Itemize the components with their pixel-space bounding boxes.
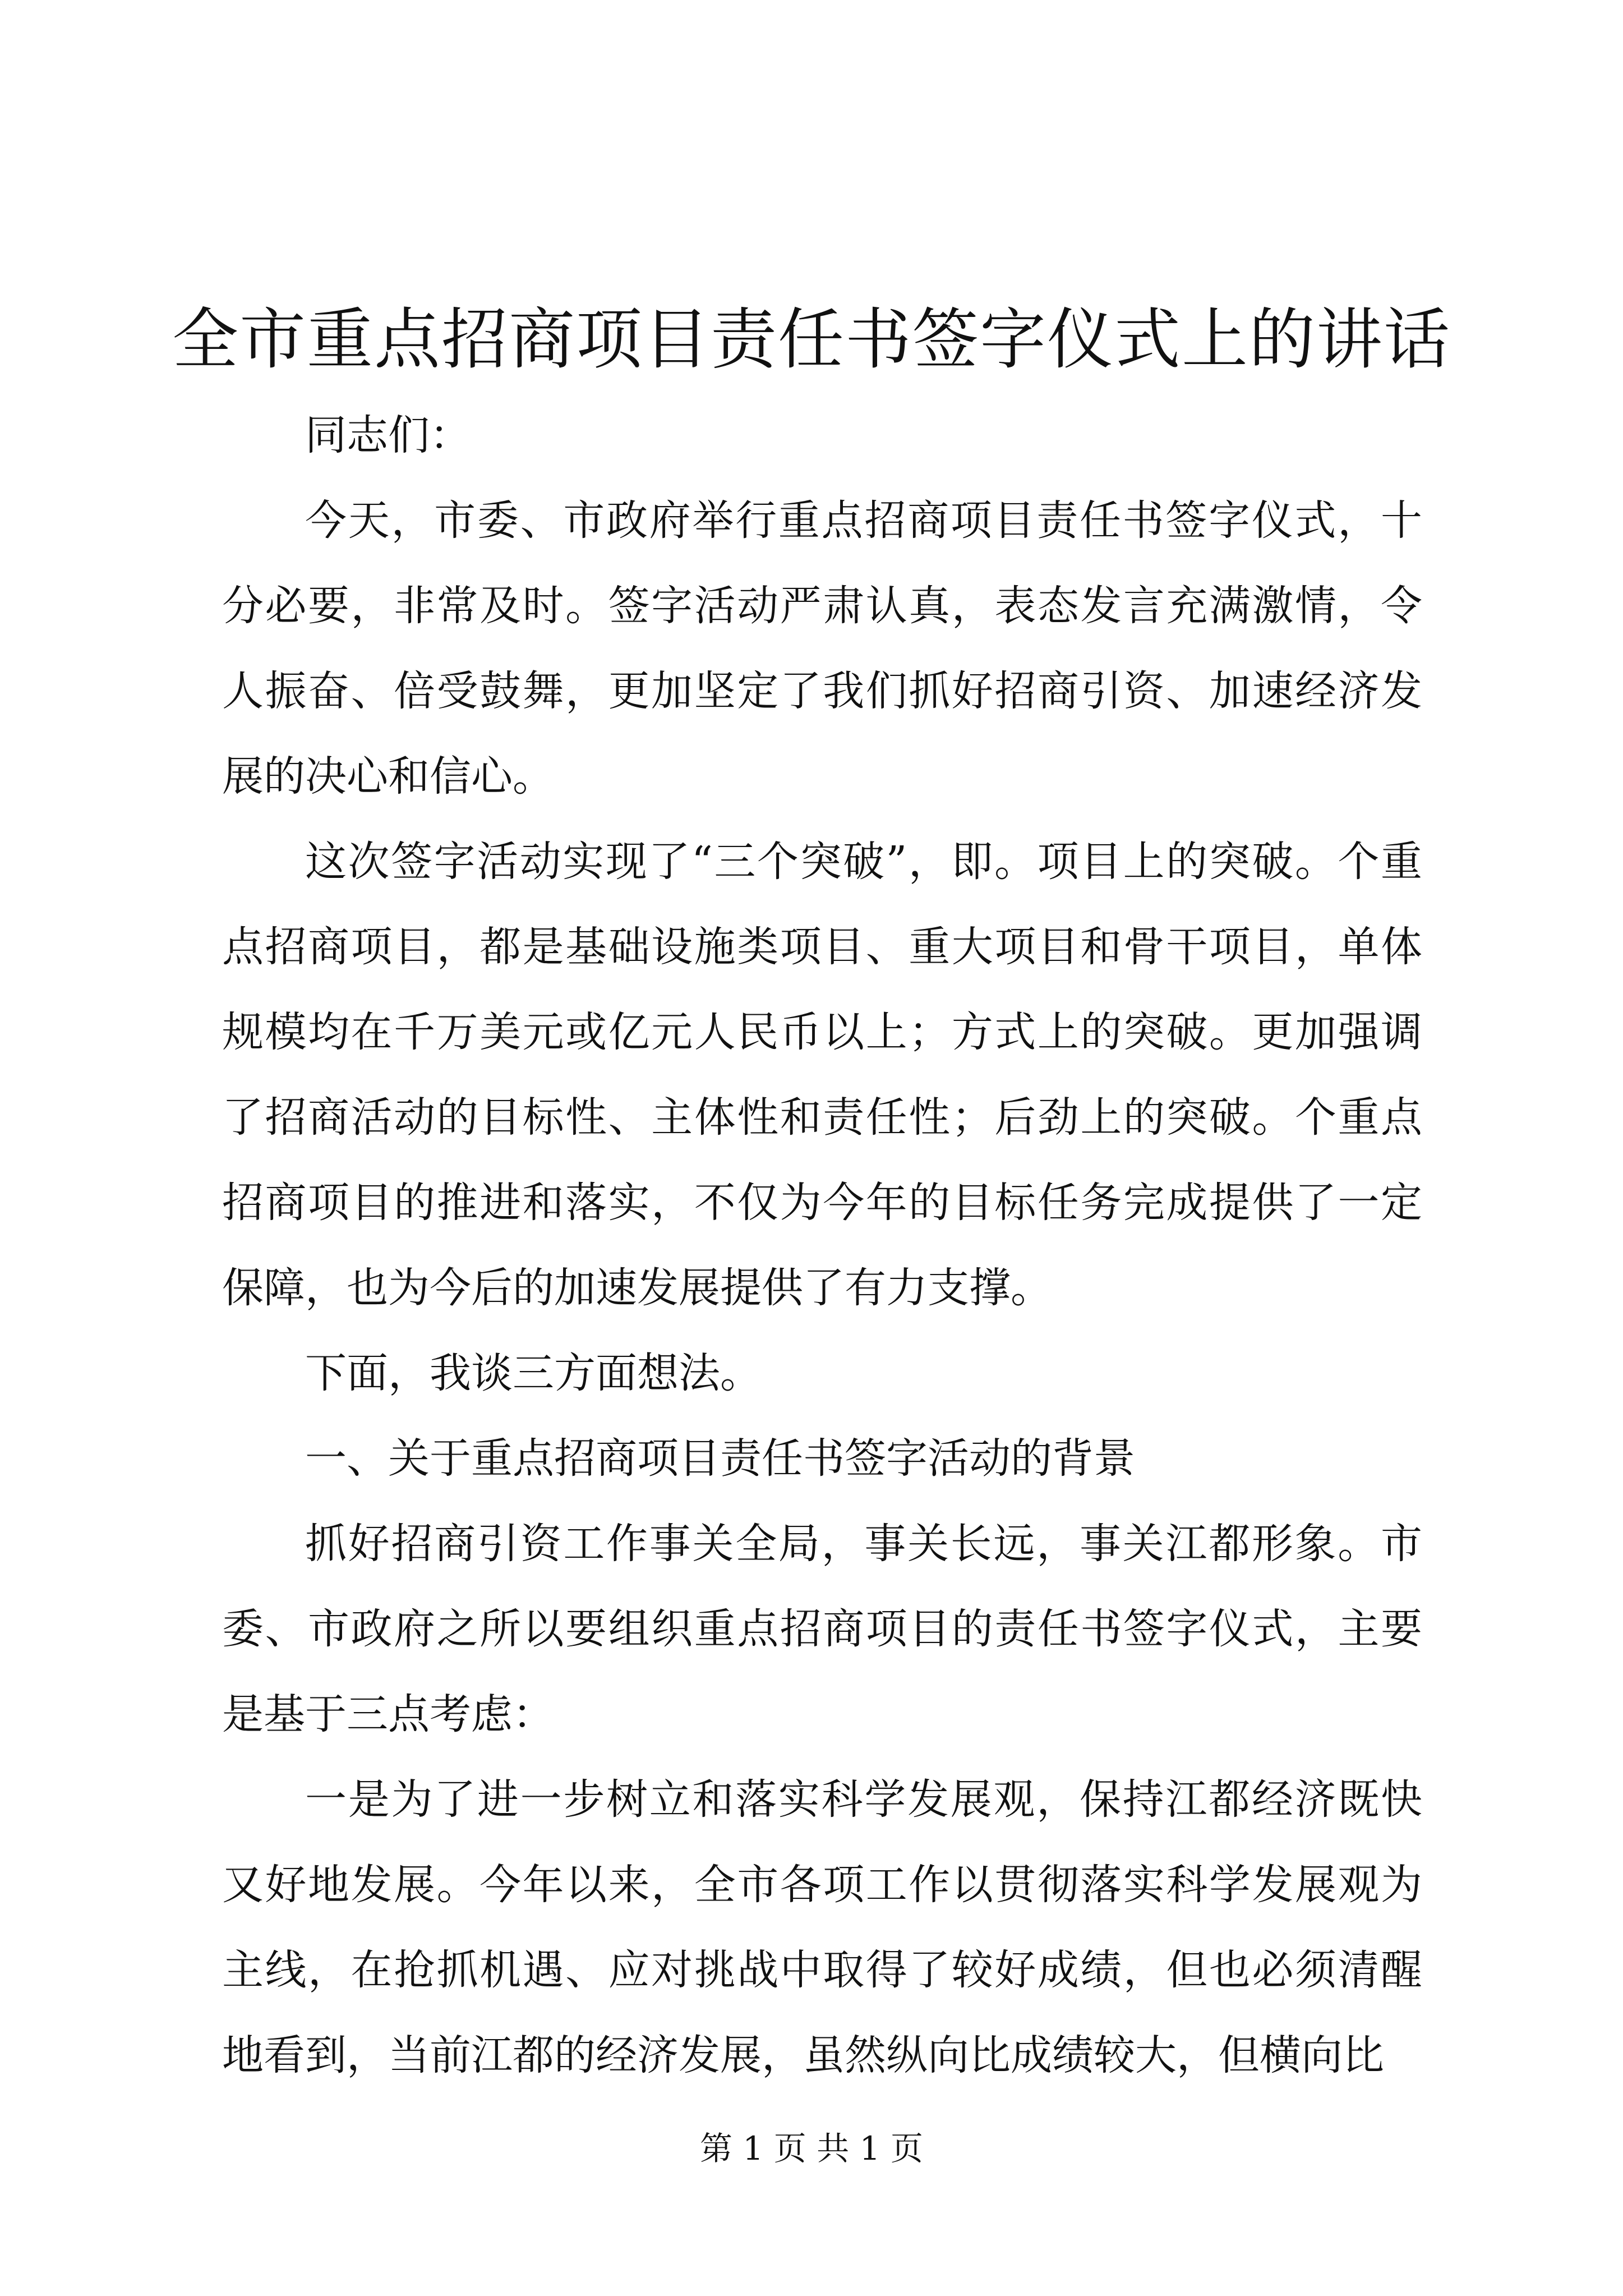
paragraph-three-breakthroughs: 这次签字活动实现了“三个突破”，即。项目上的突破。个重点招商项目，都是基础设施类项目、重大项目和骨干项目，单体规模均在千万美元或亿元人民币以上；方式上的突破。更加强调了招商活动的目标性、主体性和责任性；后劲上的突破。个重点招商项目的推进和落实，不仅为今年的目标任务完成提供了一定保障，也为今后的加速发展提供了有力支撑。: [222, 838, 1422, 1312]
page-footer: 第 1 页 共 1 页: [700, 2129, 923, 2168]
paragraph-salutation: 同志们：: [305, 411, 471, 459]
paragraph-opening: 今天，市委、市政府举行重点招商项目责任书签字仪式，十分必要，非常及时。签字活动严肃认真，表态发言充满激情，令人振奋、倍受鼓舞，更加坚定了我们抓好招商引资、加速经济发展的决心和信心。: [222, 496, 1422, 800]
document-body: [222, 393, 1422, 2098]
paragraph-point-one: 一是为了进一步树立和落实科学发展观，保持江都经济既快又好地发展。今年以来，全市各项工作以贯彻落实科学发展观为主线，在抢抓机遇、应对挑战中取得了较好成绩，但也必须清醒地看到，当前江都的经济发展，虽然纵向比成绩较大，但横向比: [222, 1775, 1422, 2079]
paragraph-background: 抓好招商引资工作事关全局，事关长远，事关江都形象。市委、市政府之所以要组织重点招商项目的责任书签字仪式，主要是基于三点考虑：: [222, 1520, 1422, 1738]
section-heading-background: 一、关于重点招商项目责任书签字活动的背景: [305, 1434, 1135, 1483]
paragraph-transition: 下面，我谈三方面想法。: [305, 1349, 762, 1397]
document-title: 全市重点招商项目责任书签字仪式上的讲话: [172, 301, 1451, 378]
